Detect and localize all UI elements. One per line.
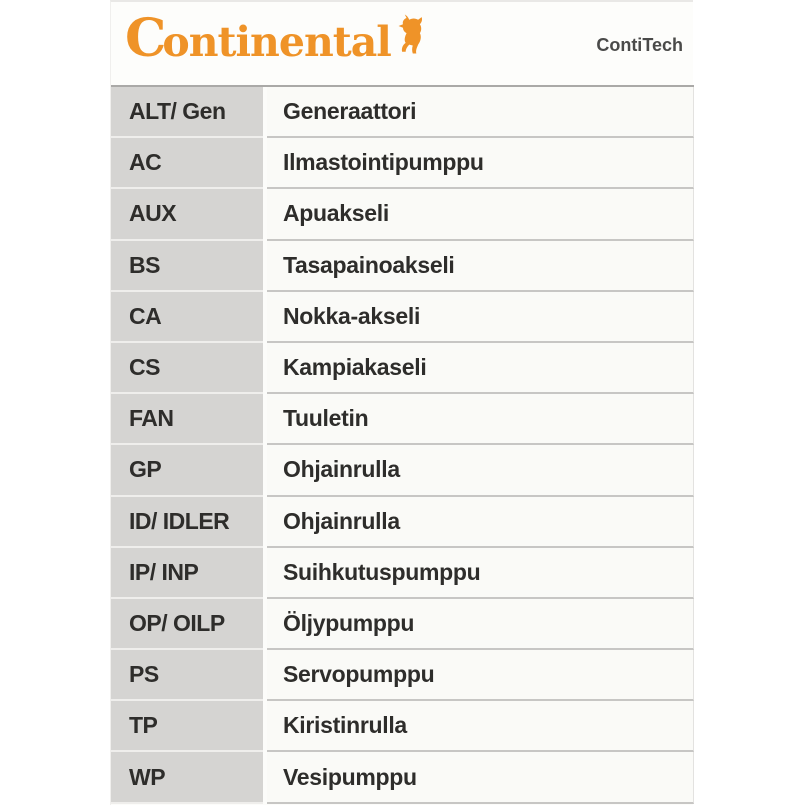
abbreviation-cell: CA bbox=[111, 292, 263, 343]
logo-letter-c: C bbox=[125, 8, 163, 69]
description-cell: Vesipumppu bbox=[267, 752, 694, 803]
abbreviation-cell: WP bbox=[111, 752, 263, 803]
table-row bbox=[111, 752, 694, 803]
description-cell: Tuuletin bbox=[267, 394, 694, 445]
brand-header bbox=[111, 2, 693, 85]
abbreviation-cell: AC bbox=[111, 138, 263, 189]
description-cell: Apuakseli bbox=[267, 189, 694, 240]
abbreviation-cell: GP bbox=[111, 445, 263, 496]
description-cell: Kampiakaseli bbox=[267, 343, 694, 394]
description-cell: Generaattori bbox=[267, 87, 694, 138]
logo-letters-rest: ontinental bbox=[162, 18, 391, 66]
abbreviation-legend-table bbox=[111, 85, 694, 804]
description-cell: Öljypumppu bbox=[267, 599, 694, 650]
abbreviation-cell: FAN bbox=[111, 394, 263, 445]
table-row bbox=[111, 241, 694, 292]
table-row bbox=[111, 445, 694, 496]
abbreviation-cell: TP bbox=[111, 701, 263, 752]
description-cell: Kiristinrulla bbox=[267, 701, 694, 752]
table-row bbox=[111, 87, 694, 138]
description-cell: Suihkutuspumppu bbox=[267, 548, 694, 599]
description-cell: Ilmastointipumppu bbox=[267, 138, 694, 189]
table-row bbox=[111, 343, 694, 394]
table-row bbox=[111, 548, 694, 599]
abbreviation-cell: OP/ OILP bbox=[111, 599, 263, 650]
table-row bbox=[111, 599, 694, 650]
table-row bbox=[111, 650, 694, 701]
abbreviation-cell: ALT/ Gen bbox=[111, 87, 263, 138]
abbreviation-cell: BS bbox=[111, 241, 263, 292]
rearing-horse-icon bbox=[395, 12, 427, 61]
description-cell: Servopumppu bbox=[267, 650, 694, 701]
abbreviation-cell: IP/ INP bbox=[111, 548, 263, 599]
document-content bbox=[110, 0, 693, 805]
table-row bbox=[111, 189, 694, 240]
continental-logo bbox=[125, 8, 427, 69]
contitech-label: ContiTech bbox=[596, 35, 683, 55]
description-cell: Ohjainrulla bbox=[267, 497, 694, 548]
description-cell: Ohjainrulla bbox=[267, 445, 694, 496]
description-cell: Nokka-akseli bbox=[267, 292, 694, 343]
description-cell: Tasapainoakseli bbox=[267, 241, 694, 292]
table-row bbox=[111, 138, 694, 189]
table-row bbox=[111, 701, 694, 752]
abbreviation-cell: AUX bbox=[111, 189, 263, 240]
continental-wordmark bbox=[125, 8, 391, 69]
abbreviation-cell: PS bbox=[111, 650, 263, 701]
table-row bbox=[111, 292, 694, 343]
abbreviation-cell: ID/ IDLER bbox=[111, 497, 263, 548]
abbreviation-cell: CS bbox=[111, 343, 263, 394]
table-row bbox=[111, 394, 694, 445]
table-row bbox=[111, 497, 694, 548]
